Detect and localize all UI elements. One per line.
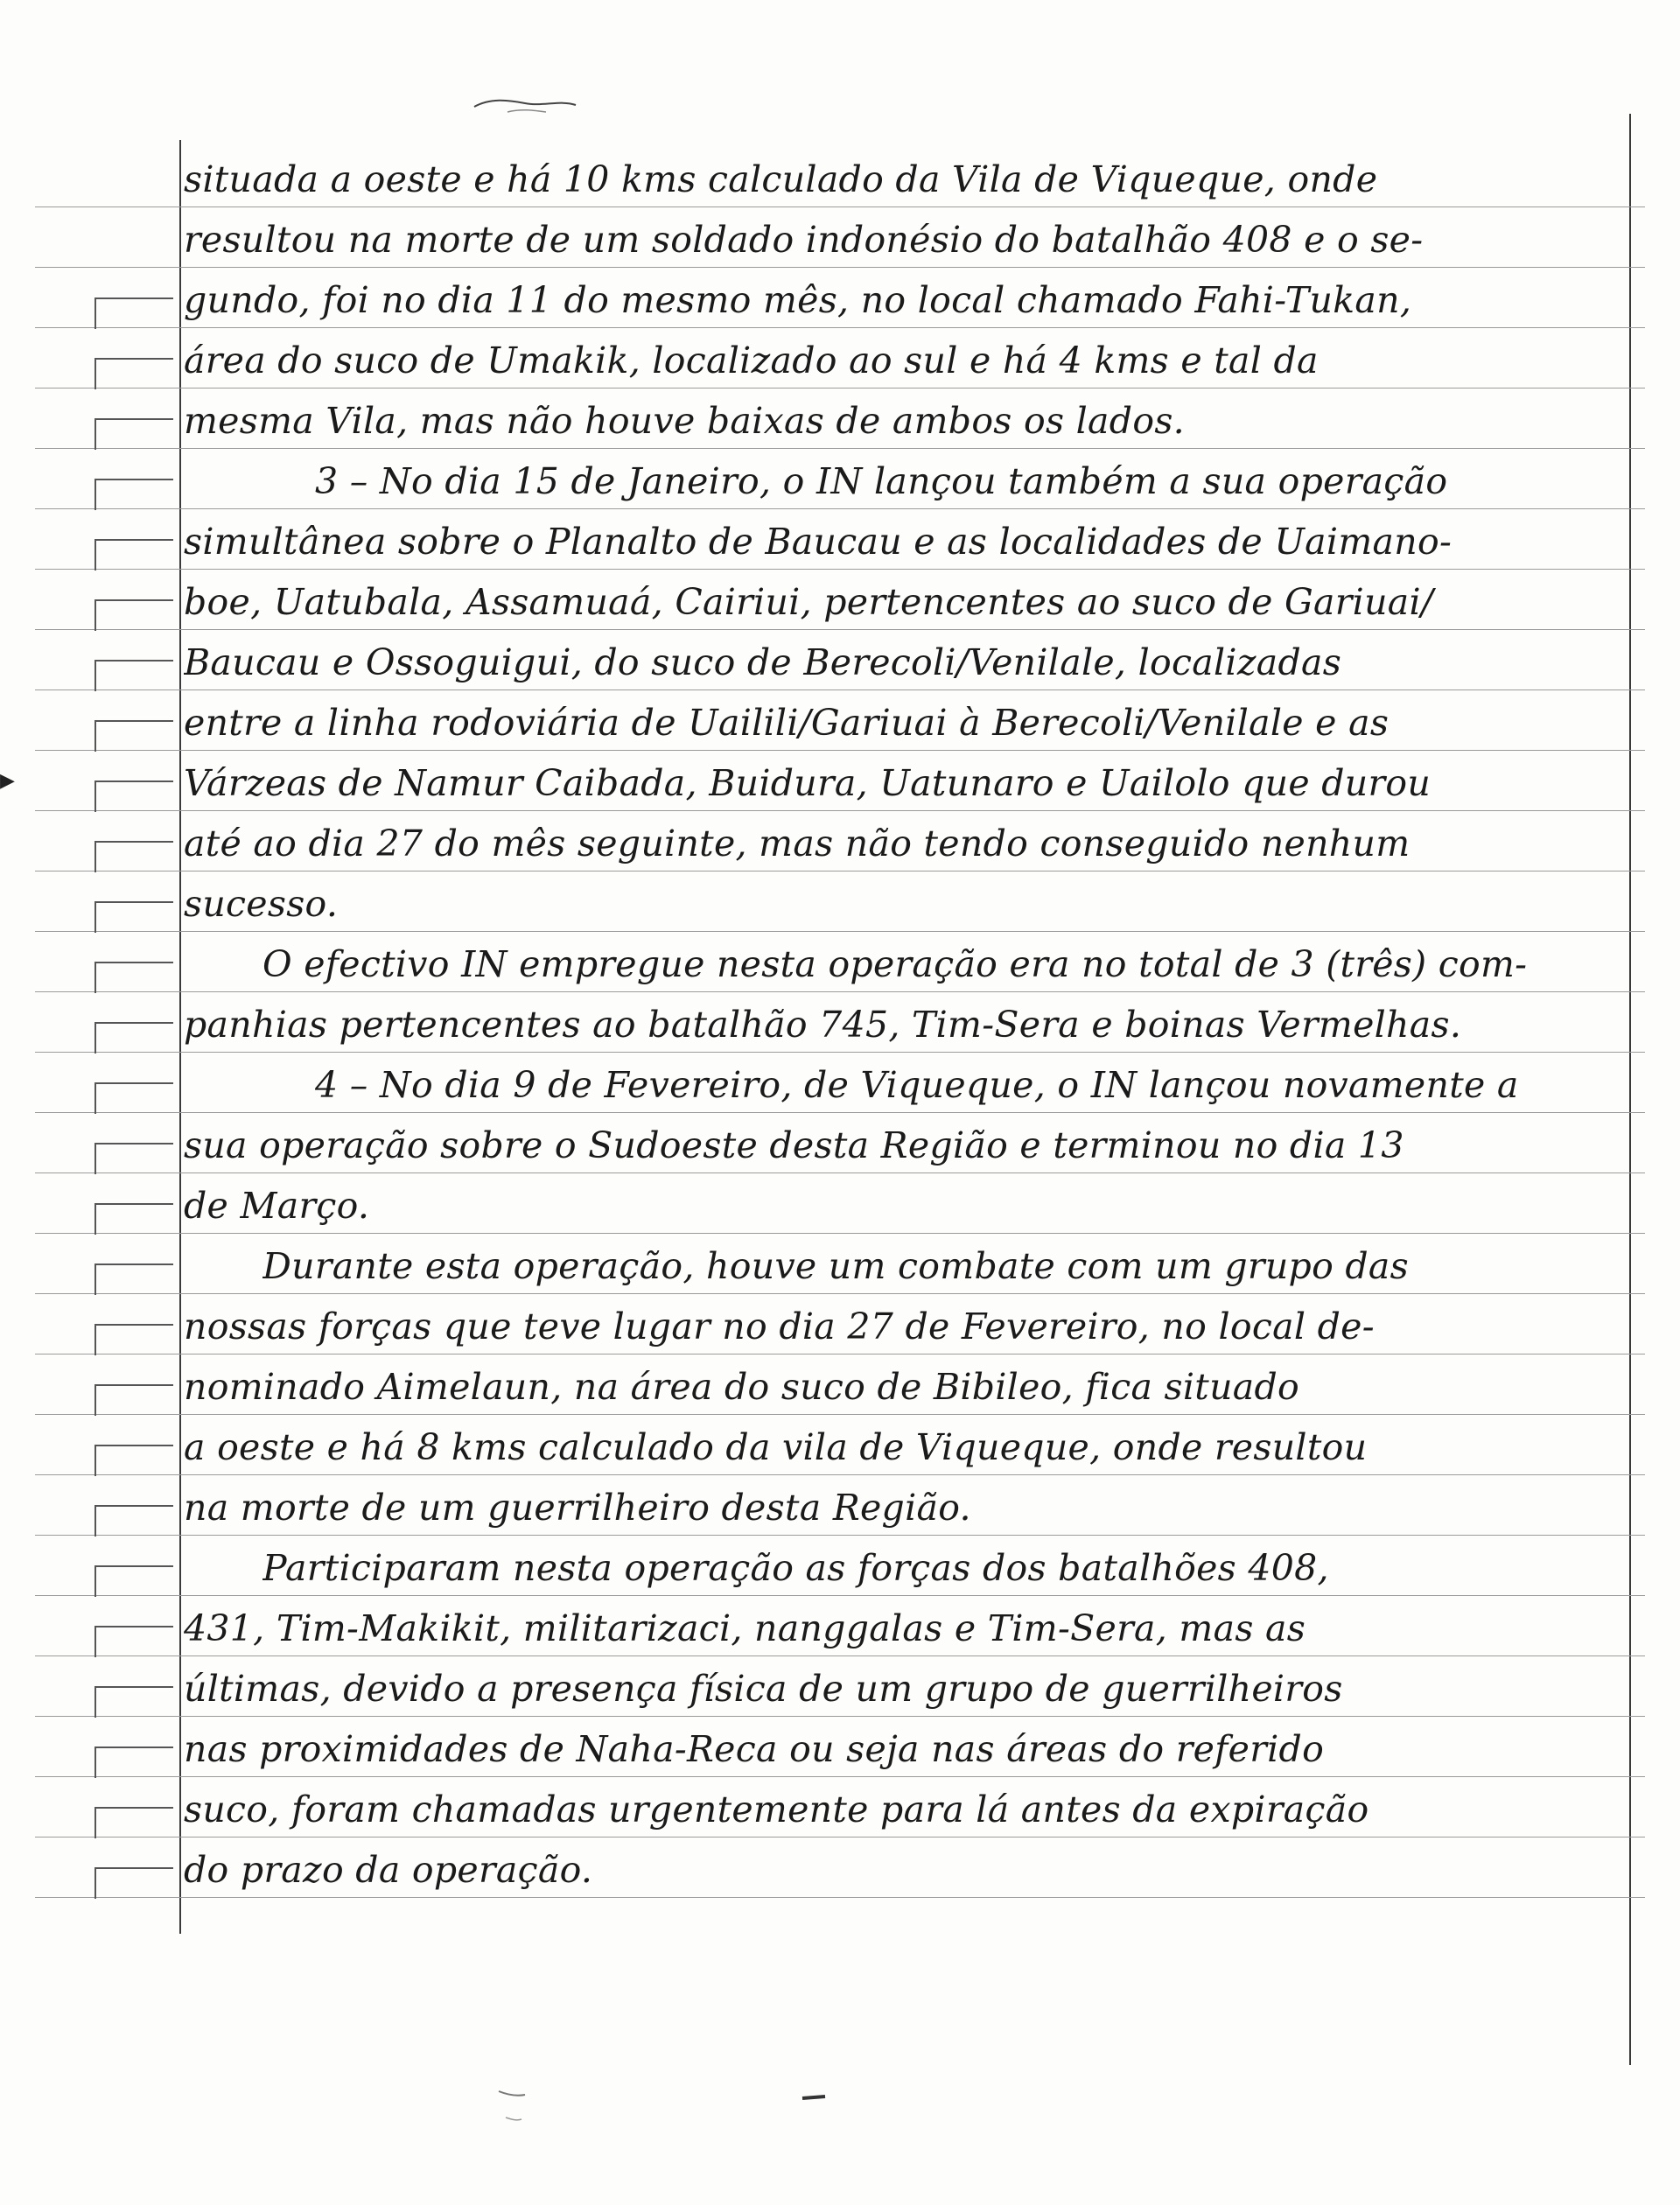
- text-line: sucesso.: [184, 883, 339, 925]
- text-line: situada a oeste e há 10 kms calculado da Vila de Viqueque, onde: [184, 158, 1378, 200]
- header-scribble: [472, 94, 578, 116]
- text-line: entre a linha rodoviária de Uailili/Gariuai à Berecoli/Venilale e as: [184, 702, 1390, 744]
- ruled-line: [35, 1595, 1645, 1596]
- ruled-line: [35, 931, 1645, 932]
- margin-box: [94, 1686, 173, 1718]
- margin-box: [94, 1082, 173, 1114]
- ruled-line: [35, 1293, 1645, 1294]
- text-line: suco, foram chamadas urgentemente para lá antes da expiração: [184, 1788, 1369, 1830]
- ruled-line: [35, 1897, 1645, 1898]
- margin-box: [94, 660, 173, 691]
- text-line: mesma Vila, mas não houve baixas de ambos os lados.: [184, 400, 1186, 442]
- text-line: últimas, devido a presença física de um grupo de guerrilheiros: [184, 1668, 1343, 1710]
- ruled-line: [35, 991, 1645, 992]
- text-line: 4 – No dia 9 de Fevereiro, de Viqueque, o IN lançou novamente a: [315, 1064, 1519, 1106]
- bottom-pen-mark: [490, 2082, 542, 2135]
- text-line: Durante esta operação, houve um combate com um grupo das: [262, 1245, 1410, 1287]
- text-line: sua operação sobre o Sudoeste desta Região e terminou no dia 13: [184, 1124, 1404, 1166]
- margin-box: [94, 1203, 173, 1235]
- text-line: área do suco de Umakik, localizado ao sul e há 4 kms e tal da: [184, 340, 1319, 382]
- margin-box: [94, 1384, 173, 1416]
- ruled-line: [35, 750, 1645, 751]
- text-line: Baucau e Ossoguigui, do suco de Berecoli/Venilale, localizadas: [184, 641, 1342, 683]
- margin-box: [94, 539, 173, 570]
- text-line: na morte de um guerrilheiro desta Região.: [184, 1487, 971, 1529]
- ruled-line: [35, 1535, 1645, 1536]
- text-line: até ao dia 27 do mês seguinte, mas não tendo conseguido nenhum: [184, 822, 1410, 864]
- margin-box: [94, 1746, 173, 1778]
- left-margin-line: [179, 140, 181, 1934]
- text-line: 431, Tim-Makikit, militarizaci, nanggalas e Tim-Sera, mas as: [184, 1607, 1306, 1649]
- ruled-line: [35, 508, 1645, 509]
- right-margin-line: [1629, 114, 1631, 2065]
- margin-box: [94, 720, 173, 752]
- margin-box: [94, 1324, 173, 1355]
- margin-box: [94, 962, 173, 993]
- ruled-line: [35, 448, 1645, 449]
- margin-box: [94, 298, 173, 329]
- ruled-line: [35, 206, 1645, 207]
- text-line: panhias pertencentes ao batalhão 745, Tim-Sera e boinas Vermelhas.: [184, 1004, 1462, 1046]
- margin-box: [94, 1807, 173, 1838]
- margin-box: [94, 780, 173, 812]
- margin-box: [94, 1264, 173, 1295]
- margin-box: [94, 358, 173, 389]
- margin-box: [94, 1022, 173, 1054]
- ruled-line: [35, 569, 1645, 570]
- text-line: resultou na morte de um soldado indonésio do batalhão 408 e o se-: [184, 219, 1424, 261]
- text-line: nossas forças que teve lugar no dia 27 de Fevereiro, no local de-: [184, 1306, 1375, 1348]
- ruled-line: [35, 1112, 1645, 1113]
- margin-box: [94, 1445, 173, 1476]
- margin-box: [94, 1867, 173, 1899]
- ruled-line: [35, 1837, 1645, 1838]
- margin-box: [94, 1626, 173, 1657]
- text-line: gundo, foi no dia 11 do mesmo mês, no local chamado Fahi-Tukan,: [184, 279, 1412, 321]
- text-line: a oeste e há 8 kms calculado da vila de Viqueque, onde resultou: [184, 1426, 1368, 1468]
- bottom-dash-mark: [801, 2091, 827, 2104]
- text-line: Várzeas de Namur Caibada, Buidura, Uatunaro e Uailolo que durou: [184, 762, 1432, 804]
- text-line: 3 – No dia 15 de Janeiro, o IN lançou também a sua operação: [315, 460, 1448, 502]
- ruled-line: [35, 810, 1645, 811]
- margin-box: [94, 841, 173, 872]
- text-line: simultânea sobre o Planalto de Baucau e as localidades de Uaimano-: [184, 521, 1452, 563]
- text-line: Participaram nesta operação as forças dos batalhões 408,: [262, 1547, 1329, 1589]
- ruled-line: [35, 267, 1645, 268]
- margin-box: [94, 1143, 173, 1174]
- margin-box: [94, 1505, 173, 1536]
- margin-box: [94, 901, 173, 933]
- margin-box: [94, 418, 173, 450]
- ruled-line: [35, 1052, 1645, 1053]
- ruled-line: [35, 327, 1645, 328]
- margin-box: [94, 479, 173, 510]
- ruled-line: [35, 1233, 1645, 1234]
- ruled-line: [35, 1776, 1645, 1777]
- ruled-line: [35, 1172, 1645, 1173]
- ruled-line: [35, 1474, 1645, 1475]
- text-line: nominado Aimelaun, na área do suco de Bibileo, fica situado: [184, 1366, 1300, 1408]
- margin-box: [94, 1565, 173, 1597]
- ruled-line: [35, 1414, 1645, 1415]
- text-line: O efectivo IN empregue nesta operação era no total de 3 (três) com-: [262, 943, 1528, 985]
- margin-box: [94, 599, 173, 631]
- text-line: do prazo da operação.: [184, 1849, 593, 1891]
- text-line: boe, Uatubala, Assamuaá, Cairiui, pertencentes ao suco de Gariuai/: [184, 581, 1434, 623]
- text-line: de Março.: [184, 1185, 370, 1227]
- ruled-line: [35, 629, 1645, 630]
- margin-arrow-icon: ▶: [0, 770, 15, 792]
- ruled-line: [35, 1716, 1645, 1717]
- ruled-line: [35, 871, 1645, 872]
- text-line: nas proximidades de Naha-Reca ou seja nas áreas do referido: [184, 1728, 1325, 1770]
